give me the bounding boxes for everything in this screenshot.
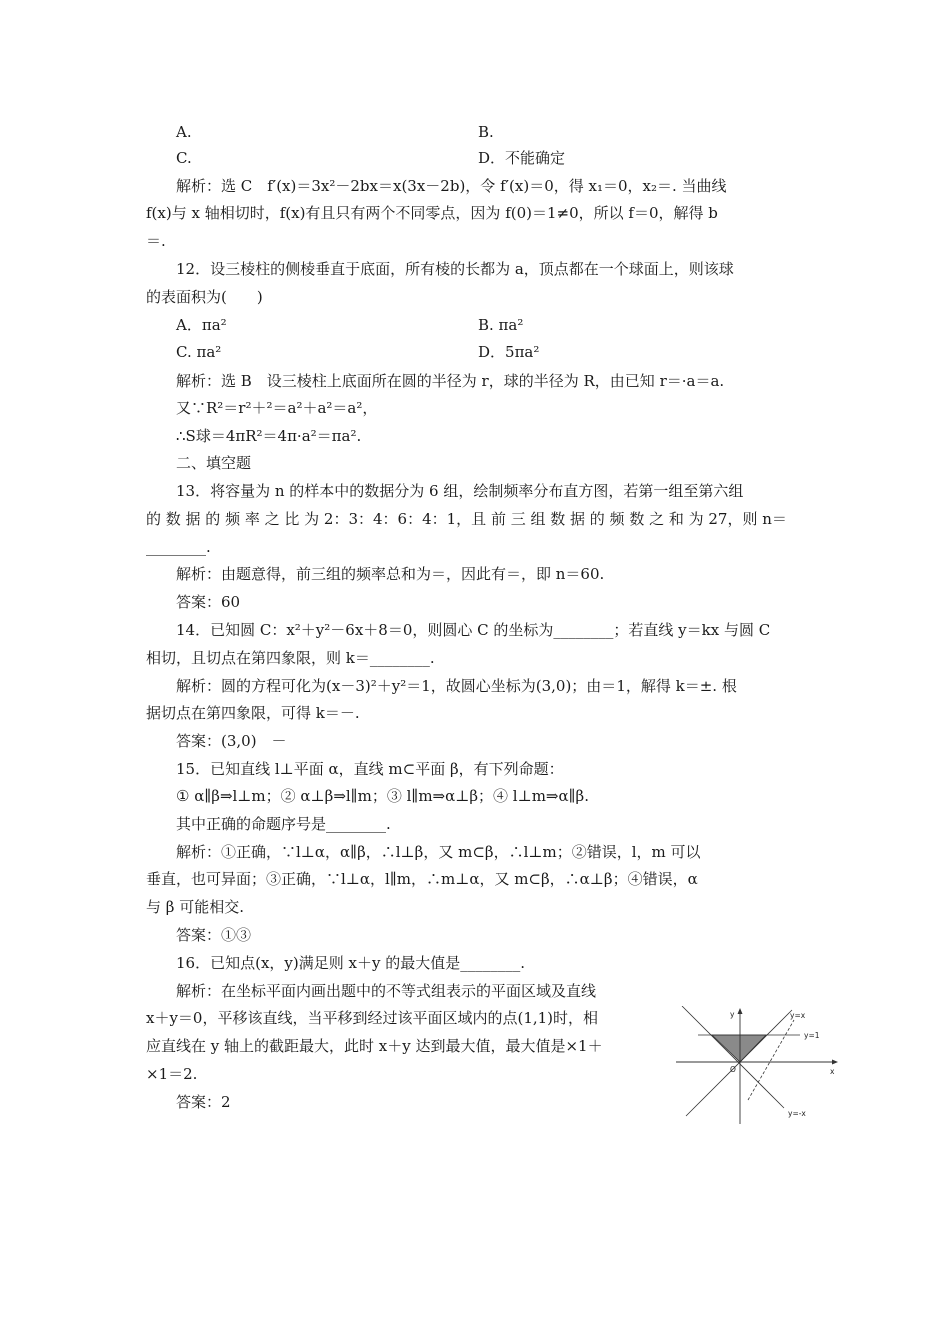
q11-option-c: C. [176,149,192,167]
region-figure-svg [672,1006,842,1126]
q11-solution-line2: f(x)与 x 轴相切时，f(x)有且只有两个不同零点，因为 f(0)＝1≠0，所以 f＝0，解得 b [146,204,718,222]
q15-solution-line3: 与 β 可能相交. [146,898,244,916]
q12-option-d: D．5πa² [478,343,540,361]
q15-solution-line2: 垂直，也可异面；③正确，∵l⊥α，l∥m，∴m⊥α，又 m⊂β，∴α⊥β；④错误，α [146,870,698,888]
q11-solution-line3: ＝. [146,232,166,250]
q12-option-b: B. πa² [478,316,524,334]
q14-stem-line1: 14．已知圆 C：x²＋y²－6x＋8＝0，则圆心 C 的坐标为________；若直线 y＝kx 与圆 C [176,621,771,639]
q12-stem-line1: 12．设三棱柱的侧棱垂直于底面，所有棱的长都为 a，顶点都在一个球面上，则该球 [176,260,734,278]
q13-answer: 答案：60 [176,593,241,611]
q15-solution-line1: 解析：①正确，∵l⊥α，α∥β，∴l⊥β，又 m⊂β，∴l⊥m；②错误，l，m 可以 [176,843,701,861]
q13-stem-line2: 的 数 据 的 频 率 之 比 为 2：3：4：6：4：1，且 前 三 组 数 据 的 频 数 之 和 为 27，则 n＝ [146,510,787,528]
q12-option-c: C. πa² [176,343,222,361]
x-axis-arrow [832,1060,838,1065]
q16-solution-line4: ×1＝2. [146,1065,198,1083]
q13-solution: 解析：由题意得，前三组的频率总和为＝，因此有＝，即 n＝60. [176,565,605,583]
q12-solution-line2: 又∵R²＝r²＋²＝a²＋a²＝a²， [176,399,378,417]
section-title: 二、填空题 [176,454,252,472]
q11-solution-line1: 解析：选 C f′(x)＝3x²－2bx＝x(3x－2b)，令 f′(x)＝0，得 x₁＝0，x₂＝. 当曲线 [176,177,727,195]
q14-solution-line1: 解析：圆的方程可化为(x－3)²＋y²＝1，故圆心坐标为(3,0)；由＝1，解得 k＝±. 根 [176,677,737,695]
q11-option-a: A. [176,123,192,141]
region-figure [672,1006,842,1126]
q12-stem-line2: 的表面积为( ) [146,288,263,306]
q13-stem-line1: 13．将容量为 n 的样本中的数据分为 6 组，绘制频率分布直方图，若第一组至第六组 [176,482,744,500]
q16-solution-line2: x＋y＝0，平移该直线，当平移到经过该平面区域内的点(1,1)时，相 [146,1009,599,1027]
q12-solution-line1: 解析：选 B 设三棱柱上底面所在圆的半径为 r，球的半径为 R，由已知 r＝·a＝a. [176,372,725,390]
label-line-y-eq-neg-x: y=-x [788,1109,806,1118]
q15-stem-line1: 15．已知直线 l⊥平面 α，直线 m⊂平面 β，有下列命题： [176,760,564,778]
q12-solution-line3: ∴S球＝4πR²＝4π·a²＝πa². [176,427,362,445]
label-y-axis: y [730,1010,735,1019]
label-x-axis: x [830,1067,835,1076]
q12-option-a: A．πa² [176,316,227,334]
shaded-region [712,1035,766,1062]
q16-stem: 16．已知点(x，y)满足则 x＋y 的最大值是________. [176,954,525,972]
q14-answer: 答案：(3,0) － [176,732,287,750]
q16-solution-line3: 应直线在 y 轴上的截距最大，此时 x＋y 达到最大值，最大值是×1＋ [146,1037,603,1055]
q15-stem-line2: ① α∥β⇒l⊥m；② α⊥β⇒l∥m；③ l∥m⇒α⊥β；④ l⊥m⇒α∥β. [176,787,589,805]
y-axis-arrow [738,1008,743,1014]
q16-solution-line1: 解析：在坐标平面内画出题中的不等式组表示的平面区域及直线 [176,982,597,1000]
q14-solution-line2: 据切点在第四象限，可得 k＝－. [146,704,360,722]
q15-stem-line3: 其中正确的命题序号是________. [176,815,391,833]
q16-answer: 答案：2 [176,1093,231,1111]
label-line-y-eq-x: y=x [790,1011,806,1020]
dashed-line-x-plus-y [748,1020,794,1100]
label-line-y-eq-1: y=1 [804,1031,820,1040]
q11-option-d: D．不能确定 [478,149,566,167]
label-origin: O [730,1065,736,1074]
q15-answer: 答案：①③ [176,926,252,944]
line-y-eq-x [682,1006,784,1108]
q11-option-b: B. [478,123,494,141]
q14-stem-line2: 相切，且切点在第四象限，则 k＝________. [146,649,435,667]
q13-stem-line3: ________. [146,538,211,556]
